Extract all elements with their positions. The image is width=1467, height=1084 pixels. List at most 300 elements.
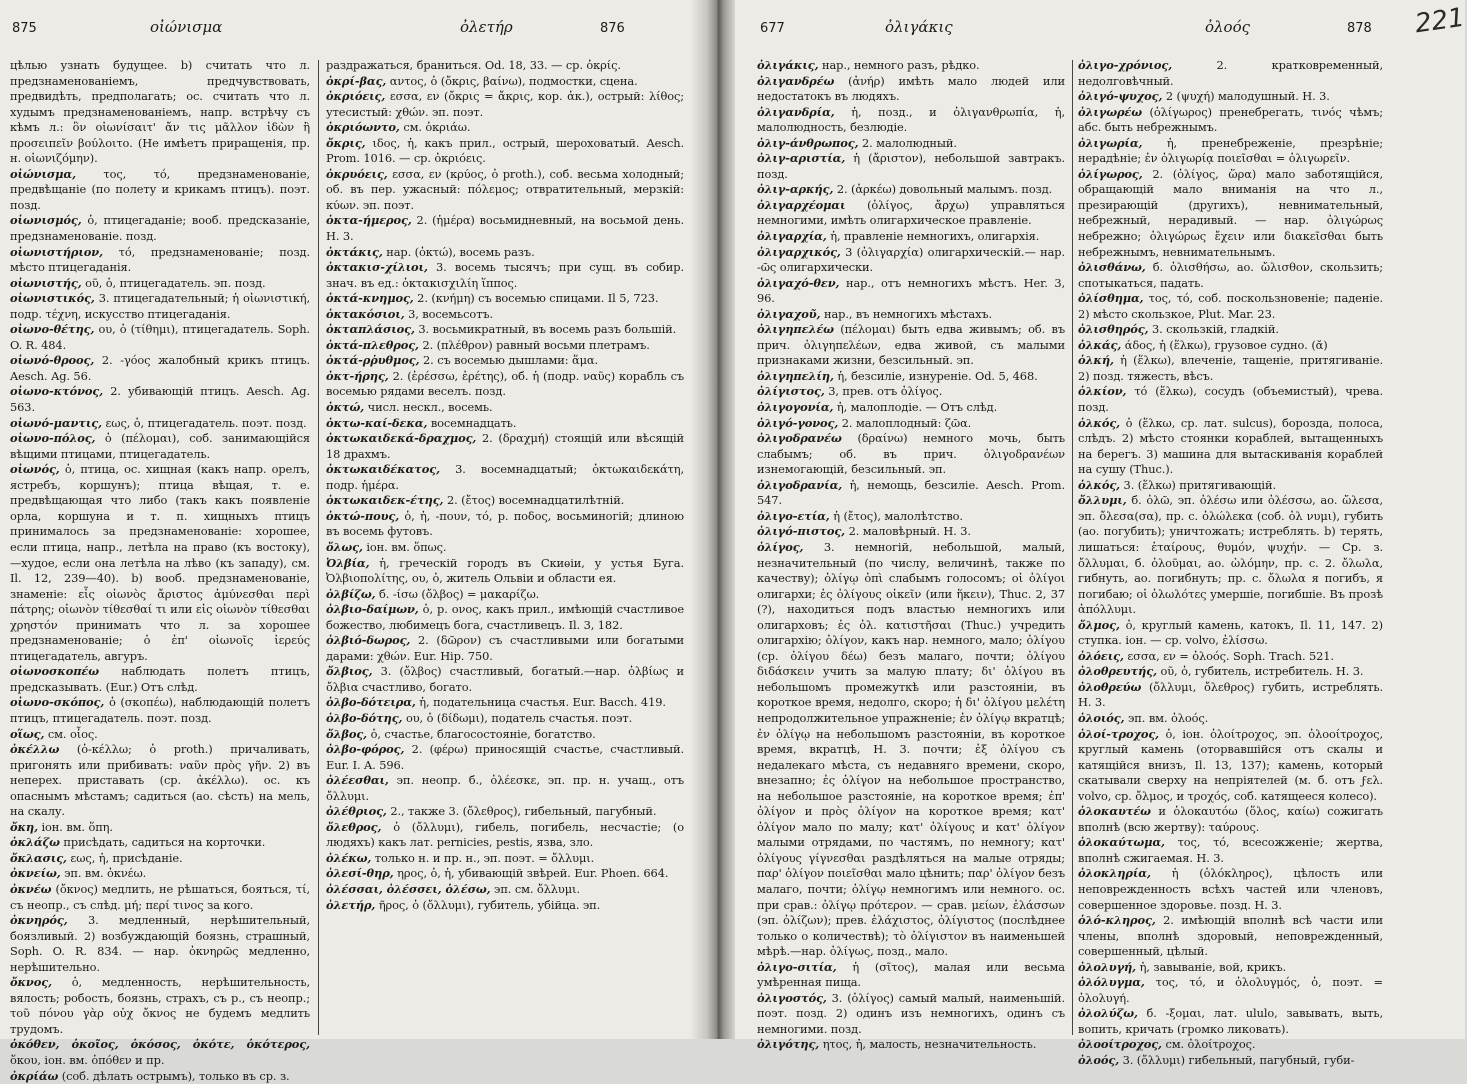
entry-headword: ὀλοθρεύω — [1078, 679, 1142, 694]
entry-headword: ὀλβο-φόρος, — [326, 742, 405, 757]
dictionary-entry — [1078, 1006, 1383, 1037]
dictionary-entry — [10, 820, 310, 836]
left-page — [0, 0, 700, 1083]
entry-headword: ὀκριόωντο, — [326, 120, 400, 135]
entry-headword: οἰωνισμός, — [10, 213, 82, 228]
entry-headword: ὀλιγωρία, — [1078, 135, 1143, 150]
entry-definition: 3 (ὀλιγαρχία) олигархическій.— нар. -ῶς олигархически. — [757, 244, 1065, 275]
dictionary-entry — [757, 58, 1065, 74]
dictionary-entry — [757, 136, 1065, 152]
dictionary-entry — [10, 913, 310, 975]
entry-headword: ὀκλάζω — [10, 835, 60, 850]
entry-definition: 3. скользкій, гладкій. — [1148, 322, 1279, 337]
entry-definition: ὁ (πέλομαι), соб. занимающійся вѣщими птицами, птицегадатель. — [10, 431, 310, 461]
entry-definition: ιδος, ἡ, какъ прил., острый, шероховатый. Aesch. Prom. 1016. — ср. ὀκριόεις. — [326, 135, 684, 166]
dictionary-entry — [326, 820, 684, 851]
dictionary-entry — [10, 291, 310, 322]
entry-headword: ὀλιγαρχικός, — [757, 244, 841, 259]
entry-definition: εως, ὁ, птицегадатель. поэт. позд. — [101, 415, 307, 430]
entry-headword: ὀκτά-πλεθρος, — [326, 337, 419, 352]
page-number-875: 875 — [12, 21, 37, 36]
entry-headword: ὀλιγαρχία, — [757, 229, 827, 244]
entry-headword: ὀλιγογονία, — [757, 400, 834, 415]
dictionary-entry — [757, 245, 1065, 276]
entry-definition: ὁ, р. ονος, какъ прил., имѣющій счастливое божество, любимецъ бога, счастливецъ. Il. 3, 182. — [326, 602, 684, 632]
entry-headword: ὀλιγηπελίη, — [757, 368, 834, 383]
entry-definition: 2. (ἔτος) восемнадцатилѣтній. — [443, 493, 625, 508]
entry-headword: ὀκνηρός, — [10, 913, 68, 928]
entry-definition: ἡ, пренебреженіе, презрѣніе; нерадѣніе; ἐν ὀλιγωρίᾳ ποιεῖσθαι = ὀλιγωρεῖν. — [1078, 135, 1383, 166]
dictionary-entry — [757, 182, 1065, 198]
entry-headword: ὁλοκαυτέω — [1078, 804, 1151, 819]
entry-headword: ὀκτάκις, — [326, 244, 383, 259]
dictionary-entry — [1078, 960, 1383, 976]
entry-definition: ου, ὁ (δίδωμι), податель счастья. поэт. — [402, 710, 633, 725]
entry-headword: ὀλοθρευτής, — [1078, 664, 1157, 679]
entry-headword: ὀλίγιστος, — [757, 384, 825, 399]
entry-definition: 3. (ὄλλυμι) гибельный, пагубный, губи- — [1119, 1053, 1355, 1067]
entry-headword: ὀλίγος, — [757, 539, 804, 554]
entry-headword: ὀλοί-τροχος, — [1078, 726, 1160, 741]
entry-definition: ἡ (σῖτος), малая или весьма умѣренная пища. — [757, 959, 1065, 990]
dictionary-entry — [326, 773, 684, 804]
entry-definition: εως, ἡ, присѣданіе. — [66, 850, 183, 865]
entry-definition: б. -ίσω (ὄλβος) = μακαρίζω. — [375, 586, 540, 601]
dictionary-entry — [10, 1037, 310, 1068]
dictionary-entry — [1078, 384, 1383, 415]
entry-headword: ὀλιγό-γονος, — [757, 415, 839, 430]
dictionary-entry — [10, 664, 310, 695]
entry-headword: οἰωνιστικός, — [10, 291, 95, 306]
dictionary-entry — [1078, 58, 1383, 89]
entry-definition: 2. убивающій птицъ. Aesch. Ag. 563. — [10, 384, 310, 415]
entry-definition: 2. имѣющій вполнѣ всѣ части или члены, вполнѣ здоровый, неповрежденный, совершенный, цѣлый. — [1078, 913, 1383, 959]
entry-definition: эп. вм. ὀλοός. — [1124, 710, 1209, 725]
dictionary-entry — [326, 695, 684, 711]
entry-definition: ὁ, іон. ὀλοίτροχος, эп. ὀλοοίτροχος, круглый камень (оторвавшійся отъ скалы и катящійся внизъ, Il. 13, 137); камень, который скатывали сверху на непріятелей (м. б. отъ ϝελ. volvo, ср. ὄλμος, и τροχός, соб. катящееся колесо). — [1078, 726, 1383, 803]
dictionary-entry — [1078, 478, 1383, 494]
entry-definition: б. ὀλισθήσω, ао. ὤλισθον, скользить; спотыкаться, падать. — [1078, 260, 1383, 290]
entry-definition: 2. (κνήμη) съ восемью спицами. Il 5, 723. — [413, 291, 659, 306]
dictionary-entry — [757, 960, 1065, 991]
entry-definition: ὁ (ἕλκω, ср. лат. sulcus), борозда, полоса, слѣдъ. 2) мѣсто стоянки кораблей, вытащенныхъ на берегъ. 3) машина для вытаскиванія кораблей на сушу (Thuc.). — [1078, 415, 1383, 477]
entry-headword: ὀλιγό-πιστος, — [757, 524, 846, 539]
entry-headword: ὄλως, — [326, 539, 363, 554]
entry-headword: ὁλκάς, — [1078, 337, 1122, 352]
entry-headword: ὀλιγότης, — [757, 1037, 820, 1052]
entry-headword: ὄκνος, — [10, 975, 52, 990]
dictionary-entry — [326, 664, 684, 695]
entry-definition: ἡ, греческій городъ въ Скиѳіи, у устья Буга. Ὀλβιοπολίτης, ου, ὁ, житель Ольвіи и области ея. — [326, 555, 684, 586]
entry-headword: ὀλιγοδρανέω — [757, 431, 842, 446]
dictionary-entry — [1078, 291, 1383, 322]
entry-headword: ὀκτωκαιδεκά-δραχμος, — [326, 431, 477, 446]
dictionary-entry — [326, 462, 684, 493]
dictionary-entry — [1078, 353, 1383, 384]
dictionary-entry — [1078, 167, 1383, 260]
entry-definition: 2 (ψυχή) малодушный. Н. 3. — [1162, 89, 1330, 104]
dictionary-entry — [10, 276, 310, 292]
entry-headword: ὀλβο-δότης, — [326, 710, 403, 725]
entry-definition: (δραίνω) немного мочь, быть слабымъ; об. въ прич. ὀλιγοδρανέων изнемогающій, безсильный. эп. — [757, 431, 1065, 477]
dictionary-entry — [326, 742, 684, 773]
dictionary-entry — [1078, 711, 1383, 727]
entry-definition: цѣлью узнать будущее. b) считать что л. предзнаменованіемъ, предчувствовать, предвидѣть, предполагать; ос. считать что л. худымъ предзнаменованіемъ, напр. встрѣчу съ кѣмъ л.: ὃν οἰωνίσαιτ' ἄν τις μᾶλλον ἰδὼν ἢ προσειπεῖν βούλοιτο. (Не имѣетъ приращенія, пр. н. οἰωνιζόμην). — [10, 58, 310, 166]
entry-definition: 3, прев. отъ ὀλίγος. — [824, 384, 943, 399]
entry-headword: ὀλοός, — [1078, 1053, 1120, 1067]
entry-definition: ἡ, безсиліе, изнуреніе. Od. 5, 468. — [833, 368, 1038, 383]
dictionary-entry — [1078, 136, 1383, 167]
entry-definition: ὁ (ὄλλυμι), гибель, погибель, несчастіе; (о людяхъ) какъ лат. pernicies, pestis, язва, зло. — [326, 819, 684, 850]
entry-headword: οἰωνιστήριον, — [10, 244, 103, 259]
column-divider — [1072, 60, 1073, 1035]
entry-headword: ὀλβιό-δωρος, — [326, 633, 411, 648]
entry-definition: αντος, ὁ (ὄκρις, βαίνω), подмостки, сцена. — [386, 73, 638, 88]
dictionary-entry — [326, 58, 684, 74]
entry-definition: 3. восемнадцатый; ὀκτωκαιδεκάτη, подр. ἡμέρα. — [326, 462, 684, 492]
dictionary-entry — [10, 866, 310, 882]
dictionary-entry — [10, 245, 310, 276]
entry-headword: ὀκτωκαιδέκατος, — [326, 462, 440, 477]
dictionary-entry — [326, 509, 684, 540]
entry-definition: ὁ, ἡ, -πουν, τό, р. ποδος, восьминогій; длиною въ восемь футовъ. — [326, 508, 684, 539]
entry-definition: ὁ, круглый камень, катокъ, Il. 11, 147. 2) ступка. іон. — ср. volvo, ἐλίσσω. — [1078, 617, 1383, 648]
right-guide-word-a: ὀλιγάκις — [885, 18, 953, 36]
entry-headword: ὄκη, — [10, 819, 38, 834]
entry-definition: нар. (ὀκτώ), восемь разъ. — [382, 244, 535, 259]
entry-headword: Ὀλβία, — [326, 555, 370, 570]
dictionary-entry — [10, 213, 310, 244]
dictionary-entry — [757, 540, 1065, 960]
dictionary-entry — [1078, 975, 1383, 1006]
left-guide-word-b: ὀλετήρ — [460, 18, 513, 36]
entry-definition: 2. (δραχμή) стоящій или вѣсящій 18 драхмъ. — [326, 431, 684, 461]
dictionary-entry — [757, 74, 1065, 105]
dictionary-entry — [326, 213, 684, 244]
dictionary-entry — [326, 851, 684, 867]
dictionary-entry — [326, 260, 684, 291]
entry-definition: присѣдать, садиться на корточки. — [59, 835, 266, 850]
entry-definition: ἡ (ἔτος), малолѣтство. — [829, 508, 963, 523]
entry-headword: ὀκέλλω — [10, 742, 60, 757]
dictionary-entry — [326, 898, 684, 914]
entry-headword: ὀλβο-δότειρα, — [326, 695, 416, 710]
entry-headword: ὀλολύζω, — [1078, 1006, 1138, 1021]
entry-definition: (ὄλλυμι, ὄλεθρος) губить, истреблять. Н. 3. — [1078, 679, 1383, 710]
dictionary-entry — [326, 866, 684, 882]
entry-definition: ὅκου, іон. вм. ὁπόθεν и пр. — [10, 1053, 165, 1067]
dictionary-entry — [1078, 493, 1383, 617]
right-column-2 — [1078, 58, 1383, 1067]
entry-definition: 2. кратковременный, недолговѣчный. — [1078, 58, 1383, 88]
entry-definition: 2. (ἐρέσσω, ἐρέτης), об. ἡ (подр. ναῦς) корабль съ восемью рядами веселъ. позд. — [326, 368, 684, 399]
entry-headword: ὀλίγωρος, — [1078, 166, 1143, 181]
entry-definition: 2. (ἀρκέω) довольный малымъ. позд. — [833, 182, 1053, 197]
dictionary-entry — [757, 400, 1065, 416]
dictionary-entry — [326, 711, 684, 727]
entry-definition: τό, предзнаменованіе; позд. мѣсто птицегаданія. — [10, 244, 310, 275]
dictionary-entry — [10, 742, 310, 820]
entry-headword: ὄλμος, — [1078, 617, 1120, 632]
entry-headword: ὀλοοίτροχος, — [1078, 1037, 1162, 1052]
entry-headword: ὀκρυόεις, — [326, 166, 388, 181]
page-number-876: 876 — [600, 21, 625, 36]
entry-definition: (соб. дѣлать острымъ), только въ ср. з. — [58, 1068, 290, 1083]
entry-definition: и ὁλοκαυτόω (ὅλος, καίω) сожигать вполнѣ (всю жертву): ταύρους. — [1078, 804, 1383, 834]
entry-definition: ἡ (ἄριστον), небольшой завтракъ. позд. — [757, 151, 1065, 181]
entry-headword: ὀλιγο-ετία, — [757, 508, 830, 523]
dictionary-entry — [757, 478, 1065, 509]
entry-definition: τό (ἕλκω), сосудъ (объемистый), чрева. позд. — [1078, 384, 1383, 415]
dictionary-entry — [326, 882, 684, 898]
dictionary-entry — [1078, 322, 1383, 338]
entry-headword: ὀλιγό-ψυχος, — [1078, 89, 1163, 104]
entry-headword: ὀλιγωρέω — [1078, 104, 1143, 119]
entry-definition: 2. малолюдный. — [858, 135, 957, 150]
entry-headword: ὀκτωκαιδεκ-έτης, — [326, 493, 444, 508]
dictionary-entry — [757, 369, 1065, 385]
entry-definition: ἡ, правленіе немногихъ, олигархія. — [826, 229, 1040, 244]
dictionary-entry — [10, 1069, 310, 1084]
dictionary-entry — [1078, 618, 1383, 649]
entry-definition: ἡ, малоплодіе. — Отъ слѣд. — [833, 400, 998, 415]
dictionary-entry — [326, 74, 684, 90]
entry-definition: ῆρος, ὁ (ὄλλυμι), губитель, убійца. эп. — [375, 897, 601, 912]
entry-definition: нар., отъ немногихъ мѣстъ. Her. 3, 96. — [757, 275, 1065, 306]
left-guide-word-a: οἰώνισμα — [150, 18, 223, 36]
dictionary-entry — [326, 89, 684, 120]
entry-definition: ὁ, птицегаданіе; вооб. предсказаніе, предзнаменованіе. позд. — [10, 213, 310, 244]
entry-headword: ὀλίσθημα, — [1078, 291, 1144, 306]
entry-headword: ὄλλυμι, — [1078, 493, 1127, 508]
entry-definition: εσσα, εν = ὀλοός. Soph. Trach. 521. — [1123, 648, 1334, 663]
entry-definition: τος, τό, соб. поскользновеніе; паденіе. 2) мѣсто скользкое, Plut. Mar. 23. — [1078, 291, 1383, 321]
dictionary-entry — [326, 338, 684, 354]
entry-definition: 3. медленный, нерѣшительный, боязливый. 2) возбуждающій боязнь, страшный, Soph. O. R. 834. — нар. ὀκνηρῶς медленно, нерѣшительно. — [10, 913, 310, 974]
entry-definition: б. ὀλῶ, эп. ὀλέσω или ὀλέσσω, ао. ὤλεσα, эп. ὄλεσα(σα), пр. с. ὀλώλεκα (соб. ὀλ νυμι), губить (ао. погубить); уничтожать; истреблять. b) терять, лишаться: ἑταίρους, θυμόν, ψυχήν. — Ср. з. ὄλλυμαι, б. ὀλοῦμαι, ао. ὠλόμην, пр. с. 2. ὄλωλα, гибнуть, ао. погибнуть; пр. с. ὄλωλα я погибъ, я погибаю; οἱ ὀλωλότες умершіе, погибшіе. Въ прозѣ ἀπόλλυμι. — [1078, 493, 1383, 617]
dictionary-entry — [757, 307, 1065, 323]
entry-definition: 3. (ἕλκω) притягивающій. — [1120, 477, 1276, 492]
entry-headword: ὀλέθριος, — [326, 804, 387, 819]
entry-headword: ὀλιγ-αριστία, — [757, 151, 846, 166]
entry-definition: οῦ, ὁ, губитель, истребитель. Н. 3. — [1156, 664, 1364, 679]
entry-headword: ὄκλασις, — [10, 850, 67, 865]
dictionary-entry — [326, 431, 684, 462]
page-number-677: 677 — [760, 21, 785, 36]
entry-headword: ὁλκή, — [1078, 353, 1114, 368]
dictionary-entry — [326, 587, 684, 603]
entry-headword: οἰωνο-κτόνος, — [10, 384, 104, 399]
entry-headword: ὁλοκληρία, — [1078, 866, 1151, 881]
entry-definition: 2. (φέρω) приносящій счастье, счастливый. Eur. I. A. 596. — [326, 742, 684, 772]
entry-headword: ὄλβος, — [326, 726, 368, 741]
entry-headword: ὁλκίον, — [1078, 384, 1127, 399]
dictionary-entry — [326, 291, 684, 307]
entry-definition: ου, ὁ (τίθημι), птицегадатель. Soph. O. R. 484. — [10, 322, 310, 352]
dictionary-entry — [1078, 260, 1383, 291]
entry-headword: ὀλέεσθαι, — [326, 773, 389, 788]
entry-definition: ητος, ἡ, малость, незначительность. — [819, 1037, 1037, 1052]
dictionary-entry — [326, 556, 684, 587]
entry-headword: ὀλιγανδρία, — [757, 104, 835, 119]
entry-headword: ὀλιγο-χρόνιος, — [1078, 58, 1173, 72]
entry-headword: οἰωνό-μαντις, — [10, 415, 102, 430]
entry-headword: ὀλιγο-σιτία, — [757, 959, 837, 974]
dictionary-entry — [1078, 649, 1383, 665]
dictionary-entry — [1078, 338, 1383, 354]
entry-definition: ὁ, медленность, нерѣшительность, вялость; робость, боязнь, страхъ, съ р., съ неопр.; τοῦ πόνου γὰρ οὐχ ὄκνος не будемъ медлить трудомъ. — [10, 975, 310, 1036]
entry-headword: ὁλοκαύτωμα, — [1078, 835, 1165, 850]
entry-headword: ὀλιγοστός, — [757, 990, 827, 1005]
entry-definition: οῦ, ὁ, птицегадатель. эп. позд. — [81, 275, 266, 290]
entry-definition: 3. (ὄλβος) счастливый, богатый.—нар. ὀλβίως и ὄλβια счастливо, богато. — [326, 664, 684, 694]
entry-headword: ὀκτα-ήμερος, — [326, 213, 412, 228]
left-column-1 — [10, 58, 310, 1083]
dictionary-entry — [326, 136, 684, 167]
entry-headword: ὀλόλυγμα, — [1078, 975, 1145, 990]
dictionary-entry — [757, 276, 1065, 307]
entry-definition: 2. (ὀλίγος, ὥρα) мало заботящійся, обращающій мало вниманія на что л., презирающій (другихъ), невнимательный, небрежный, нерадивый. — нар. ὀλιγώρως небрежно; ὀλιγώρως ἔχειν или διακεῖσθαι быть небрежнымъ, невнимательнымъ. — [1078, 166, 1383, 259]
dictionary-entry — [326, 322, 684, 338]
entry-definition: άδος, ἡ (ἕλκω), грузовое судно. (ᾰ) — [1121, 337, 1328, 352]
entry-headword: ὀλιγαχό-θεν, — [757, 275, 840, 290]
right-guide-word-b: ὀλοός — [1205, 18, 1250, 36]
dictionary-entry — [757, 151, 1065, 182]
entry-definition: нар., въ немногихъ мѣстахъ. — [820, 306, 993, 321]
dictionary-entry — [326, 540, 684, 556]
entry-definition: 3. восемь тысячъ; при сущ. въ собир. знач. въ ед.: ὀκτακισχιλίη ἵππος. — [326, 260, 684, 290]
entry-headword: ὀκταπλάσιος, — [326, 322, 415, 337]
entry-headword: ὀλβίζω, — [326, 586, 376, 601]
dictionary-entry — [757, 229, 1065, 245]
dictionary-entry — [326, 245, 684, 261]
dictionary-entry — [10, 167, 310, 214]
entry-headword: ὀκτακόσιοι, — [326, 306, 405, 321]
entry-definition: 2. малоплодный: ζῶα. — [838, 415, 972, 430]
entry-definition: іон. вм. ὅπως. — [362, 539, 447, 554]
entry-definition: нар., немного разъ, рѣдко. — [818, 58, 980, 72]
right-column-1 — [757, 58, 1065, 1052]
entry-definition: 2. (πλέθρον) равный восьми плетрамъ. — [418, 337, 650, 352]
entry-headword: ὄλεθρος, — [326, 819, 382, 834]
dictionary-entry — [1078, 913, 1383, 960]
entry-headword: ὀκριόεις, — [326, 89, 386, 104]
entry-headword: ὀλιγανδρέω — [757, 73, 835, 88]
entry-definition: б. -ξομαι, лат. ululo, завывать, выть, вопить, кричать (громко ликовать). — [1078, 1006, 1383, 1036]
dictionary-entry — [1078, 1037, 1383, 1053]
entry-headword: ὁλό-κληρος, — [1078, 913, 1156, 928]
dictionary-entry — [1078, 416, 1383, 478]
entry-definition: ηρος, ὁ, ἡ, убивающій звѣрей. Eur. Phoen. 664. — [393, 866, 669, 881]
entry-definition: только н. и пр. н., эп. поэт. = ὄλλυμι. — [371, 850, 595, 865]
entry-headword: ὀλιγ-αρκής, — [757, 182, 834, 197]
entry-headword: ὀλισθάνω, — [1078, 260, 1146, 275]
entry-headword: ὀκτ-ήρης, — [326, 368, 389, 383]
entry-definition: 3. (ὀλίγος) самый малый, наименьшій. поэт. позд. 2) одинъ изъ немногихъ, одинъ съ немногими. позд. — [757, 990, 1065, 1036]
entry-definition: см. ὀλοίτροχος. — [1161, 1037, 1256, 1052]
entry-definition: см. ὀκριάω. — [399, 120, 471, 135]
entry-definition: ἡ, подательница счастья. Eur. Bacch. 419. — [415, 695, 666, 710]
entry-definition: раздражаться, браниться. Od. 18, 33. — ср. ὀκρίς. — [326, 58, 621, 72]
entry-definition: ἡ (ἕλκω), влеченіе, тащеніе, притягиваніе. 2) позд. тяжесть, вѣсъ. — [1078, 353, 1383, 383]
entry-headword: ὀλολυγή, — [1078, 959, 1137, 974]
entry-headword: οἰωνο-πόλος, — [10, 431, 96, 446]
entry-headword: ὀκτώ, — [326, 400, 365, 415]
entry-headword: ὀλβιο-δαίμων, — [326, 602, 419, 617]
dictionary-entry — [326, 167, 684, 214]
entry-definition: эп. см. ὄλλυμι. — [490, 881, 580, 896]
entry-headword: ὀκτώ-πους, — [326, 508, 400, 523]
dictionary-entry — [10, 975, 310, 1037]
dictionary-entry — [757, 991, 1065, 1038]
dictionary-entry — [326, 602, 684, 633]
dictionary-entry — [757, 431, 1065, 478]
dictionary-entry — [326, 804, 684, 820]
entry-definition: см. οἷος. — [44, 726, 98, 741]
dictionary-entry — [757, 198, 1065, 229]
entry-headword: ὀλόεις, — [1078, 648, 1124, 663]
entry-definition: 2. (ἡμέρα) восьмидневный, на восьмой день. Н. 3. — [326, 213, 684, 244]
entry-headword: ὀκτά-ρῥυθμος, — [326, 353, 420, 368]
entry-headword: ὀλέκω, — [326, 850, 372, 865]
entry-definition: числ. нескл., восемь. — [364, 400, 493, 415]
dictionary-entry — [326, 416, 684, 432]
entry-definition: (ὄκνος) медлить, не рѣшаться, бояться, τί, съ неопр., съ слѣд. μή; περί τινος за кого. — [10, 881, 310, 912]
dictionary-entry — [1078, 727, 1383, 805]
dictionary-entry — [1078, 835, 1383, 866]
entry-headword: ὁκόθεν, ὁκοῖος, ὁκόσος, ὁκότε, ὁκότερος, — [10, 1037, 310, 1052]
entry-headword: ὀλιγαχοῦ, — [757, 306, 821, 321]
entry-definition: 3. восьмикратный, въ восемь разъ большій. — [414, 322, 677, 337]
entry-headword: οἰωνιστής, — [10, 275, 82, 290]
dictionary-entry — [10, 384, 310, 415]
dictionary-entry — [10, 695, 310, 726]
entry-headword: οἰωνο-θέτης, — [10, 322, 95, 337]
entry-headword: ὀλισθηρός, — [1078, 322, 1149, 337]
dictionary-entry — [757, 509, 1065, 525]
entry-definition: 2. (δῶρον) съ счастливыми или богатыми дарами: χθών. Eur. Hip. 750. — [326, 633, 684, 663]
entry-definition: 2. маловѣрный. Н. 3. — [845, 524, 971, 539]
entry-definition: іон. вм. ὅπη. — [37, 819, 113, 834]
dictionary-entry — [326, 353, 684, 369]
entry-definition: ἡ, немощь, безсиліе. Aesch. Prom. 547. — [757, 477, 1065, 508]
page-number-878: 878 — [1347, 21, 1372, 36]
entry-definition: восемнадцать. — [427, 415, 517, 430]
dictionary-entry — [10, 462, 310, 664]
dictionary-entry — [1078, 1053, 1383, 1069]
entry-headword: ὀκτακισ-χίλιοι, — [326, 260, 428, 275]
dictionary-entry — [326, 633, 684, 664]
entry-headword: ὀλοιός, — [1078, 710, 1125, 725]
entry-headword: ὀλιγηπελέω — [757, 322, 834, 337]
entry-definition: 3. немногій, небольшой, малый, незначительный (по числу, величинѣ, также по качеству); ὀλίγῳ ὀπὶ слабымъ голосомъ; οἱ ὀλίγοι олигархи; ἐς ὀλίγους οἰκεῖν (или ἥκειν), Thuc. 2, 37 (?), находиться подъ властью немногихъ или олигарховъ; ἐς ὀλ. κατιστῆσαι (Thuc.) учредить олигархію; ὀλίγον, какъ нар. немного, мало; ὀλίγου (ср. ὀλίγου δέω) безъ малаго, почти; ὀλίγου διδάσκειν учить за малую плату; δι' ὀλίγου въ небольшомъ промежуткѣ или разстояніи, въ короткое время, недолго, скоро; ἡ δι' ὀλίγου μελέτη непродолжительное упражненіе; ἐν ὀλίγῳ вкратцѣ; ἐν ὀλίγῳ на небольшомъ разстояніи, въ короткое время, вкратцѣ, Н. 3. почти; ἐξ ὀλίγου съ недалекаго мѣста, съ недавняго времени, скоро, внезапно; ἐς ὀλίγον на небольшое пространство, на небольшое разстояніе, на короткое время; ἐπ' ὀλίγον и πρὸς ὀλίγον на короткое время; κατ' ὀλίγον мало по малу; κατ' ὀλίγους и κατ' ὀλίγον малыми отрядами, по частямъ, по немногу; κατ' ὀλίγους γίγνεσθαι раздѣляться на малые отряды; παρ' ὀλίγον ποιεῖσθαι мало цѣнить; παρ' ὀλίγον безъ малаго, почти; ὀλίγῳ немногимъ или немного. ос. при срав.: ὀλίγῳ πρότερον. — срав. μείων, ἐλάσσων (эп. ὀλίζων); прев. ἐλάχιστος, ὀλίγιστος (послѣднее только о количествѣ); τὸ ὀλίγιστον въ наименьшей мѣрѣ.—нар. ὀλίγως, позд., мало. — [757, 539, 1065, 959]
dictionary-entry — [757, 1037, 1065, 1053]
entry-definition: 2., также 3. (ὄλεθρος), гибельный, пагубный. — [386, 804, 657, 819]
dictionary-entry — [1078, 804, 1383, 835]
entry-headword: ὁλκός, — [1078, 415, 1121, 430]
entry-definition: (ὀ-κέλλω; ὀ proth.) причаливать, пригонять или прибивать: ναῦν πρὸς γῆν. 2) въ неперех. приставать (ср. ἀκέλλω). ос. къ опаснымъ мѣстамъ; садиться (ао. сѣсть) на мель, на скалу. — [10, 742, 310, 819]
dictionary-entry — [326, 400, 684, 416]
dictionary-entry — [10, 882, 310, 913]
dictionary-entry — [326, 307, 684, 323]
entry-definition: τος, τό, и ὀλολυγμός, ὁ, поэт. = ὀλολυγή. — [1078, 975, 1383, 1005]
entry-headword: ὀκνέω — [10, 881, 52, 896]
entry-headword: ὀκτά-κνημος, — [326, 291, 414, 306]
entry-headword: ὀκνείω, — [10, 866, 61, 881]
dictionary-entry — [326, 493, 684, 509]
dictionary-entry — [757, 105, 1065, 136]
handwritten-page-mark: 221 — [1413, 2, 1467, 40]
